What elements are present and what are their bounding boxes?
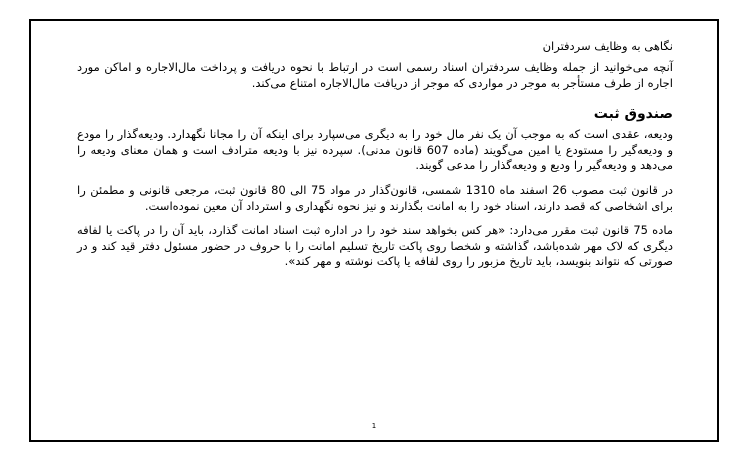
body-paragraph-3: ماده 75 قانون ثبت مقرر می‌دارد: «هر کس بخواهد سند خود را در اداره ثبت اسناد امانت گذارد، باید آن را در پاکت یا لفافه دیگری که لاک مهر شده‌باشد، گذاشته و شخصا روی پاکت تاریخ تسلیم امانت را با حروف در حضور مسئول دفتر قید کند و در صورتی که نتواند بنویسد، باید تاریخ مزبور را روی لفافه یا پاکت نوشته و مهر کند». bbox=[77, 223, 673, 269]
page-number: 1 bbox=[371, 422, 377, 430]
section-title: صندوق ثبت bbox=[593, 106, 673, 123]
body-paragraph-2: در قانون ثبت مصوب 26 اسفند ماه 1310 شمسی، قانون‌گذار در مواد 75 الی 80 قانون ثبت، مرجعی قانونی و مطمئن را برای اشخاصی که قصد دارند، اسناد خود را به امانت بگذارند و نیز نحوه نگهداری و استرداد آن معین نموده‌است. bbox=[77, 182, 674, 213]
intro-paragraph: آنچه می‌خوانید از جمله وظایف سردفتران اسناد رسمی است در ارتباط با نحوه دریافت و پرداخت مال‌الاجاره و اماکن مورد اجاره از طرف مستأجر به موجر در مواردی که موجر از دریافت مال‌الاجاره امتناع می‌کند. bbox=[77, 60, 673, 90]
body-paragraph-1: ودیعه، عقدی است که به موجب آن یک نفر مال خود را به دیگری می‌سپارد برای اینکه آن را مجانا نگهدارد. ودیعه‌گذار را مودع و ودیعه‌گیر را مستودع یا امین می‌گویند (ماده 607 قانون مدنی). سپرده نیز با ودیعه مترادف است و همان معنای ودیعه را می‌دهد و ودیعه‌گیر را ودیع و ودیعه‌گذار را مدعی گویند. bbox=[77, 127, 673, 173]
document-page bbox=[29, 19, 719, 442]
page-content bbox=[77, 39, 673, 279]
document-heading: نگاهی به وظایف سردفتران bbox=[542, 39, 673, 53]
